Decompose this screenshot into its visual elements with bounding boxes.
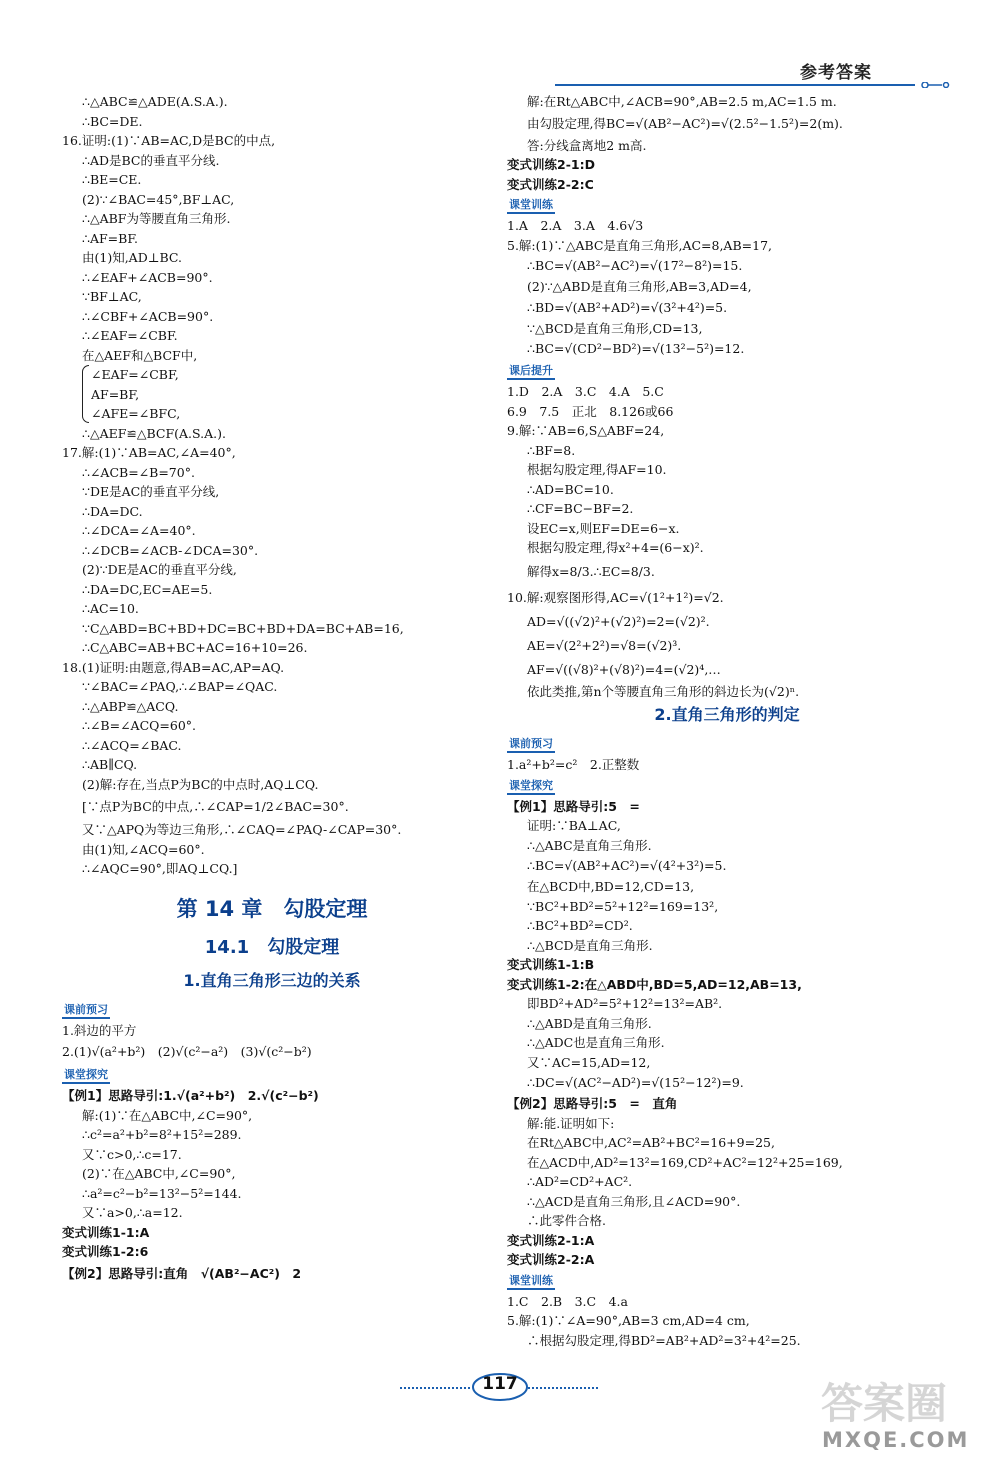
- text-line: 解:能.证明如下:: [527, 1115, 615, 1131]
- text-line: ∴∠CBF+∠ACB=90°.: [82, 308, 214, 324]
- text-line: 变式训练1-2:在△ABD中,BD=5,AD=12,AB=13,: [507, 976, 802, 992]
- right-column: [507, 92, 947, 1350]
- text-line: 解:在Rt△ABC中,∠ACB=90°,AB=2.5 m,AC=1.5 m.: [527, 94, 837, 109]
- text-line: ∠AFE=∠BFC,: [91, 406, 181, 421]
- text-line: 5.解:(1)∵△ABC是直角三角形,AC=8,AB=17,: [507, 237, 772, 253]
- text-line: ∴△ABD是直角三角形.: [527, 1015, 652, 1031]
- text-line: ∵BC²+BD²=5²+12²=169=13²,: [527, 898, 719, 914]
- section-tag-class: 课堂训练: [507, 197, 555, 214]
- left-column: [62, 92, 482, 1286]
- text-line: 1.A 2.A 3.A 4.6√3: [507, 218, 644, 233]
- text-line: ∴AF=BF.: [82, 230, 139, 246]
- text-line: ∵BF⊥AC,: [82, 289, 142, 304]
- text-line: 又∵a>0,∴a=12.: [82, 1205, 183, 1220]
- section-tag-preview: 课前预习: [62, 1002, 110, 1019]
- text-line: ∴△AEF≌△BCF(A.S.A.).: [82, 425, 226, 441]
- text-line: 由(1)知,AD⊥BC.: [82, 250, 182, 265]
- text-line: ∴DC=√(AC²−AD²)=√(15²−12²)=9.: [527, 1075, 744, 1090]
- section-tag-after: 课后提升: [507, 363, 555, 380]
- text-line: ∵∠BAC=∠PAQ,∴∠BAP=∠QAC.: [82, 679, 278, 694]
- left-brace: [82, 365, 89, 423]
- text-line: 在△ACD中,AD²=13²=169,CD²+AC²=12²+25=169,: [527, 1154, 843, 1170]
- section-tag-explore: 课堂探究: [507, 778, 555, 795]
- text-line: ∴AD=BC=10.: [527, 481, 614, 497]
- header-title: 参考答案: [800, 63, 872, 83]
- section-tag-explore: 课堂探究: [62, 1067, 110, 1084]
- text-line: ∴此零件合格.: [527, 1213, 606, 1228]
- text-line: 由勾股定理,得BC=√(AB²−AC²)=√(2.5²−1.5²)=2(m).: [527, 115, 843, 131]
- text-line: ∴AD²=CD²+AC².: [527, 1174, 633, 1189]
- text-line: AE=√(2²+2²)=√8=(√2)³.: [527, 637, 682, 653]
- text-line: ∴△ADC也是直角三角形.: [527, 1035, 665, 1050]
- text-line: ∵C△ABD=BC+BD+DC=BC+BD+DA=BC+AB=16,: [82, 620, 404, 636]
- text-line: 变式训练2-1:D: [507, 157, 595, 172]
- text-line: (2)∵△ABD是直角三角形,AB=3,AD=4,: [527, 279, 752, 294]
- text-line: ∴BC²+BD²=CD².: [527, 918, 633, 933]
- text-line: ∴∠AQC=90°,即AQ⊥CQ.]: [82, 861, 238, 876]
- text-line: 【例2】思路导引:5 = 直角: [507, 1096, 678, 1111]
- text-line: 17.解:(1)∵AB=AC,∠A=40°,: [62, 445, 236, 460]
- text-line: 1.a²+b²=c² 2.正整数: [507, 757, 640, 772]
- sub-section-title: 1.直角三角形三边的关系: [183, 970, 361, 990]
- header-decor-line: [555, 82, 950, 88]
- text-line: ∴∠ACB=∠B=70°.: [82, 464, 195, 480]
- text-line: (2)∵DE是AC的垂直平分线,: [82, 562, 237, 577]
- text-line: 变式训练2-2:A: [507, 1252, 595, 1267]
- text-line: ∵DE是AC的垂直平分线,: [82, 484, 220, 499]
- text-line: 变式训练1-1:B: [507, 957, 595, 972]
- text-line: ∴BD=√(AB²+AD²)=√(3²+4²)=5.: [527, 299, 728, 315]
- section-tag-preview: 课前预习: [507, 736, 555, 753]
- text-line: 变式训练1-2:6: [62, 1244, 149, 1259]
- text-line: AF=√((√8)²+(√8)²)=4=(√2)⁴,…: [527, 661, 721, 677]
- text-line: 答:分线盒离地2 m高.: [527, 137, 647, 153]
- text-line: ∴∠EAF+∠ACB=90°.: [82, 269, 213, 285]
- text-line: (2)∵在△ABC中,∠C=90°,: [82, 1166, 236, 1181]
- text-line: ∴DA=DC,EC=AE=5.: [82, 581, 213, 597]
- text-line: 由(1)知,∠ACQ=60°.: [82, 841, 205, 857]
- text-line: ∴DA=DC.: [82, 503, 143, 519]
- text-line: ∴BC=√(CD²−BD²)=√(13²−5²)=12.: [527, 341, 745, 356]
- text-line: 根据勾股定理,得AF=10.: [527, 462, 667, 477]
- text-line: 【例1】思路导引:5 =: [507, 798, 640, 814]
- text-line: ∴BC=√(AB²+AC²)=√(4²+3²)=5.: [527, 858, 727, 873]
- text-line: ∠EAF=∠CBF,: [91, 367, 179, 382]
- text-line: AF=BF,: [91, 386, 140, 402]
- text-line: AD=√((√2)²+(√2)²)=2=(√2)².: [527, 613, 710, 629]
- text-line: 2.(1)√(a²+b²) (2)√(c²−a²) (3)√(c²−b²): [62, 1044, 312, 1059]
- text-line: 【例2】思路导引:直角 √(AB²−AC²) 2: [62, 1265, 302, 1281]
- text-line: 解得x=8/3.∴EC=8/3.: [527, 563, 655, 579]
- text-line: ∴∠B=∠ACQ=60°.: [82, 718, 197, 733]
- text-line: ∴AD是BC的垂直平分线.: [82, 152, 220, 168]
- text-line: ∴BE=CE.: [82, 172, 142, 187]
- brace-group: [62, 365, 482, 424]
- text-line: ∴BC=DE.: [82, 113, 143, 129]
- text-line: 1.C 2.B 3.C 4.a: [507, 1293, 628, 1309]
- text-line: ∴∠DCA=∠A=40°.: [82, 523, 196, 538]
- text-line: ∴△ABP≌△ACQ.: [82, 698, 179, 714]
- section-tag-class: 课堂训练: [507, 1273, 555, 1290]
- text-line: 根据勾股定理,得x²+4=(6−x)².: [527, 540, 704, 555]
- section-title: 14.1 勾股定理: [204, 936, 340, 958]
- text-line: 10.解:观察图形得,AC=√(1²+1²)=√2.: [507, 589, 724, 605]
- text-line: ∴CF=BC−BF=2.: [527, 501, 634, 516]
- text-line: 证明:∵BA⊥AC,: [527, 818, 621, 833]
- text-line: 变式训练2-2:C: [507, 176, 594, 192]
- text-line: ∴△BCD是直角三角形.: [527, 937, 653, 953]
- text-line: ∴△ABC≌△ADE(A.S.A.).: [82, 94, 228, 109]
- text-line: ∴c²=a²+b²=8²+15²=289.: [82, 1127, 242, 1142]
- text-line: 解:(1)∵在△ABC中,∠C=90°,: [82, 1107, 253, 1123]
- text-line: ∴根据勾股定理,得BD²=AB²+AD²=3²+4²=25.: [527, 1332, 801, 1348]
- text-line: ∴∠ACQ=∠BAC.: [82, 737, 182, 753]
- text-line: ∴AC=10.: [82, 601, 139, 616]
- text-line: 【例1】思路导引:1.√(a²+b²) 2.√(c²−b²): [62, 1088, 319, 1103]
- text-line: 在Rt△ABC中,AC²=AB²+BC²=16+9=25,: [527, 1135, 775, 1150]
- text-line: ∴BC=√(AB²−AC²)=√(17²−8²)=15.: [527, 258, 743, 273]
- text-line: (2)解:存在,当点P为BC的中点时,AQ⊥CQ.: [82, 776, 319, 792]
- text-line: 1.D 2.A 3.C 4.A 5.C: [507, 384, 664, 399]
- text-line: ∴△ABF为等腰直角三角形.: [82, 211, 231, 226]
- text-line: ∴a²=c²−b²=13²−5²=144.: [82, 1185, 242, 1201]
- text-line: 变式训练2-1:A: [507, 1232, 595, 1248]
- page-number: 117: [482, 1374, 518, 1394]
- text-line: (2)∵∠BAC=45°,BF⊥AC,: [82, 191, 235, 207]
- text-line: 在△AEF和△BCF中,: [82, 347, 198, 363]
- text-line: 5.解:(1)∵∠A=90°,AB=3 cm,AD=4 cm,: [507, 1313, 750, 1328]
- text-line: 在△BCD中,BD=12,CD=13,: [527, 879, 695, 894]
- text-line: 设EC=x,则EF=DE=6−x.: [527, 520, 680, 536]
- text-line: 18.(1)证明:由题意,得AB=AC,AP=AQ.: [62, 659, 285, 675]
- chapter-title: 第 14 章 勾股定理: [176, 896, 368, 921]
- text-line: ∴△ACD是直角三角形,且∠ACD=90°.: [527, 1193, 741, 1209]
- watermark-glyphs: 答案圈: [821, 1379, 948, 1428]
- sub-section-title: 2.直角三角形的判定: [654, 705, 800, 724]
- text-line: 即BD²+AD²=5²+12²=13²=AB².: [527, 996, 723, 1011]
- text-line: ∴△ABC是直角三角形.: [527, 837, 652, 853]
- text-line: 依此类推,第n个等腰直角三角形的斜边长为(√2)ⁿ.: [527, 683, 800, 699]
- text-line: 6.9 7.5 正北 8.126或66: [507, 403, 674, 419]
- text-line: ∴BF=8.: [527, 442, 576, 458]
- text-line: 又∵AC=15,AD=12,: [527, 1054, 651, 1070]
- text-line: 16.证明:(1)∵AB=AC,D是BC的中点,: [62, 133, 276, 148]
- text-line: ∴∠DCB=∠ACB-∠DCA=30°.: [82, 542, 259, 558]
- text-line: ∵△BCD是直角三角形,CD=13,: [527, 320, 703, 336]
- text-line: ∴C△ABC=AB+BC+AC=16+10=26.: [82, 640, 308, 655]
- text-line: ∴AB∥CQ.: [82, 757, 138, 772]
- text-line: 又∵△APQ为等边三角形,∴∠CAQ=∠PAQ-∠CAP=30°.: [82, 822, 402, 837]
- text-line: 1.斜边的平方: [62, 1022, 137, 1038]
- watermark-text: MXQE.COM: [822, 1428, 970, 1452]
- text-line: ∴∠EAF=∠CBF.: [82, 328, 178, 343]
- text-line: 9.解:∵AB=6,S△ABF=24,: [507, 423, 665, 438]
- text-line: [∵点P为BC的中点,∴∠CAP=1/2∠BAC=30°.: [82, 799, 349, 814]
- text-line: 又∵c>0,∴c=17.: [82, 1146, 182, 1162]
- text-line: 变式训练1-1:A: [62, 1224, 150, 1240]
